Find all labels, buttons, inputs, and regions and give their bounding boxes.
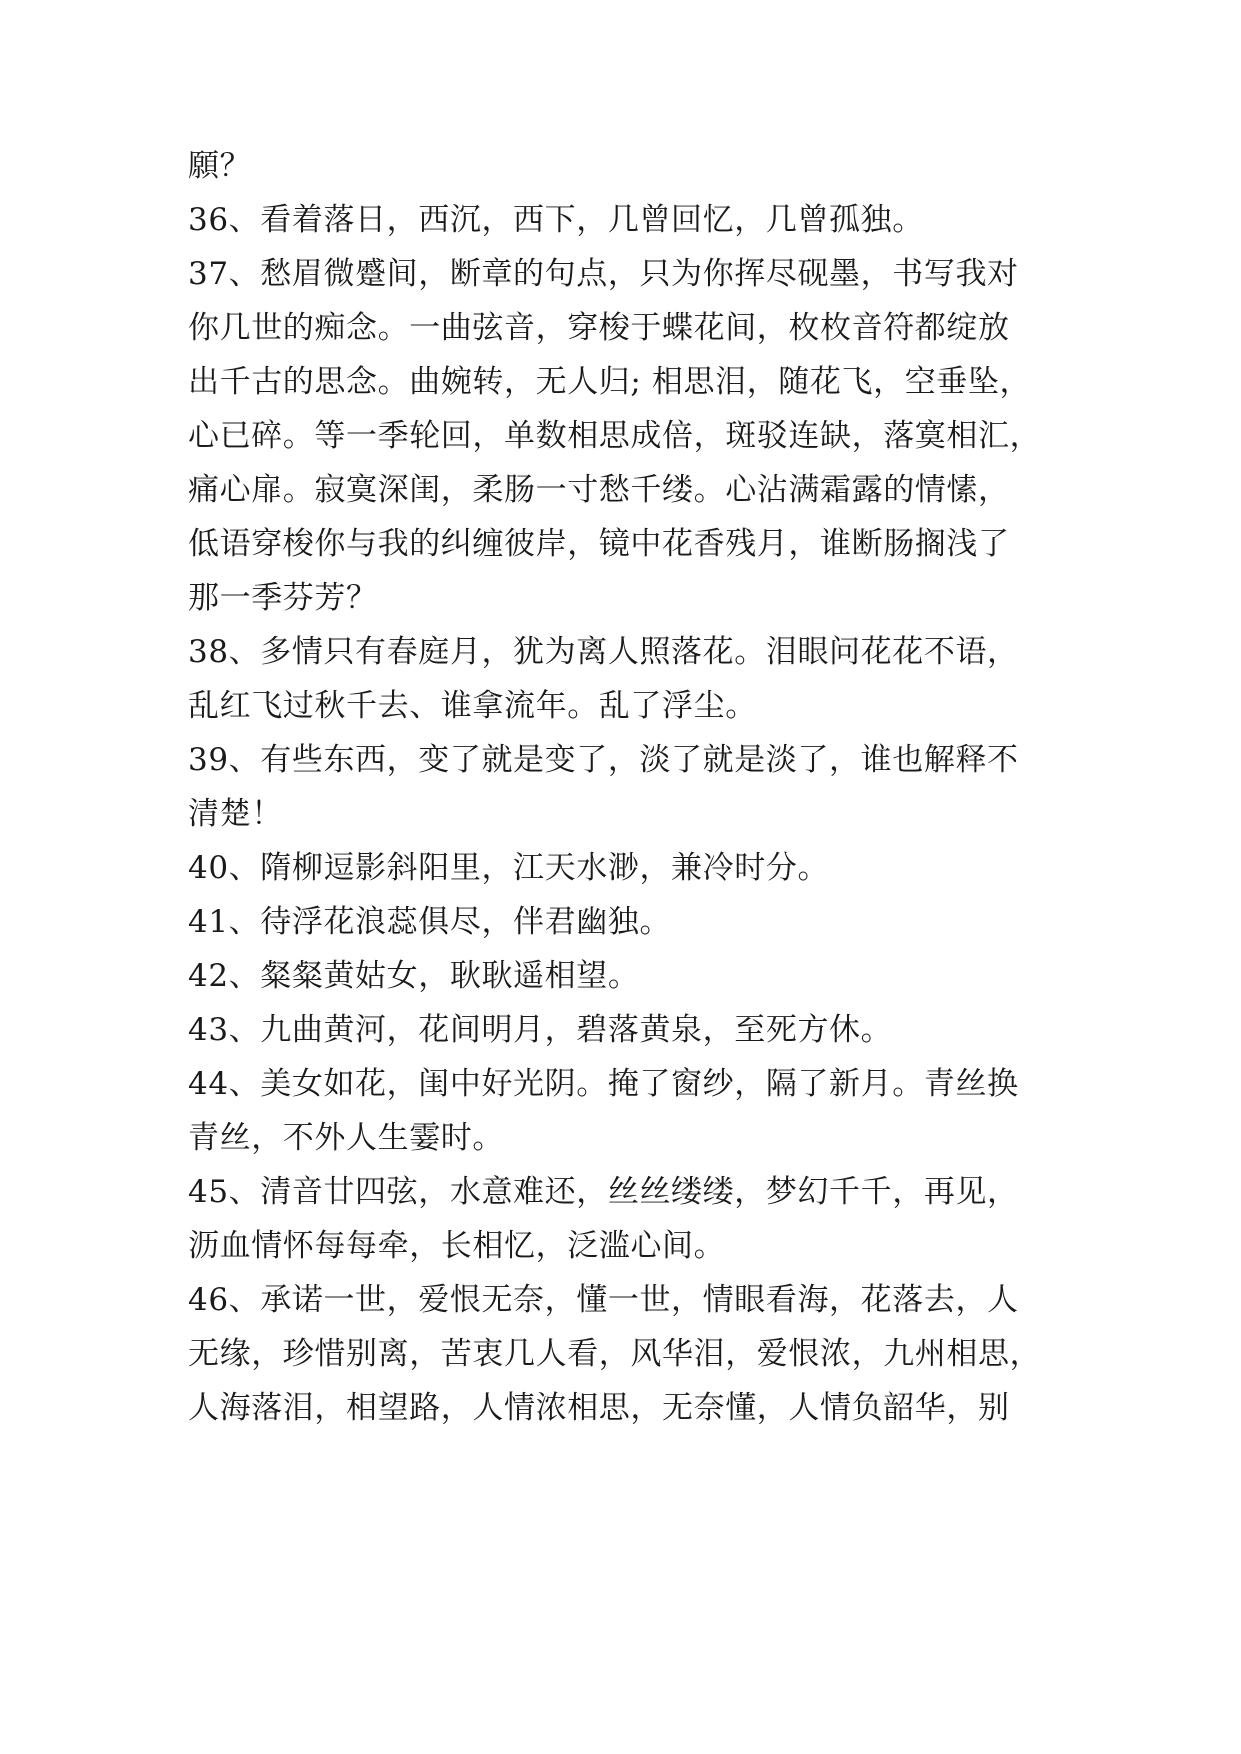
text-line: 40、隋柳逗影斜阳里，江天水渺，兼冷时分。: [188, 850, 830, 886]
text-line: 你几世的痴念。一曲弦音，穿梭于蝶花间，枚枚音符都绽放: [188, 310, 1010, 346]
text-line: 38、多情只有春庭月，犹为离人照落花。泪眼问花花不语，: [188, 634, 1019, 670]
text-line: 乱红飞过秋千去、谁拿流年。乱了浮尘。: [188, 688, 757, 724]
text-line: 43、九曲黄河，花间明月，碧落黄泉，至死方休。: [188, 1012, 893, 1048]
text-line: 41、待浮花浪蕊俱尽，伴君幽独。: [188, 904, 672, 940]
text-line: 37、愁眉微蹙间，断章的句点，只为你挥尽砚墨，书写我对: [188, 256, 1019, 292]
text-line: 42、粲粲黄姑女，耿耿遥相望。: [188, 958, 640, 994]
text-line: 44、美女如花，闺中好光阴。掩了窗纱，隔了新月。青丝换: [188, 1066, 1019, 1102]
text-line: 人海落泪，相望路，人情浓相思，无奈懂，人情负韶华，别: [188, 1390, 1010, 1426]
text-line: 39、有些东西，变了就是变了，淡了就是淡了，谁也解释不: [188, 742, 1019, 778]
text-line: 清楚！: [188, 796, 283, 832]
text-line: 願？: [188, 148, 252, 184]
text-line: 沥血情怀每每牵，长相忆，泛滥心间。: [188, 1228, 726, 1264]
text-line: 36、看着落日，西沉，西下，几曾回忆，几曾孤独。: [188, 202, 924, 238]
text-line: 无缘，珍惜别离，苦衷几人看，风华泪，爱恨浓，九州相思，: [188, 1336, 1042, 1372]
text-line: 45、清音廿四弦，水意难还，丝丝缕缕，梦幻千千，再见，: [188, 1174, 1019, 1210]
text-line: 心已碎。等一季轮回，单数相思成倍，斑驳连缺，落寞相汇，: [188, 418, 1042, 454]
text-line: 46、承诺一世，爱恨无奈，懂一世，情眼看海，花落去，人: [188, 1282, 1019, 1318]
text-line: 低语穿梭你与我的纠缠彼岸，镜中花香残月，谁断肠搁浅了: [188, 526, 1010, 562]
text-line: 那一季芬芳？: [188, 580, 378, 616]
text-line: 出千古的思念。曲婉转，无人归; 相思泪，随花飞，空垂坠，: [188, 364, 1032, 400]
text-line: 青丝，不外人生霎时。: [188, 1120, 504, 1156]
text-line: 痛心扉。寂寞深闺，柔肠一寸愁千缕。心沾满霜露的情愫，: [188, 472, 1010, 508]
